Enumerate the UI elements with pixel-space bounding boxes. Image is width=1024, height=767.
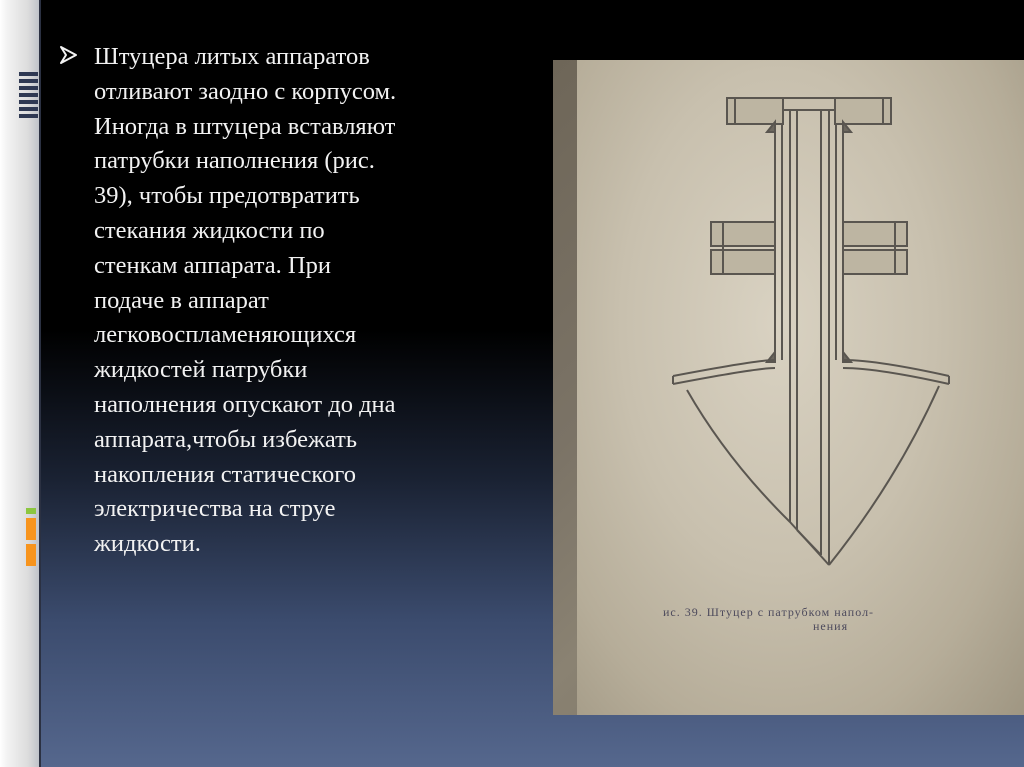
figure-photo [553,60,1024,715]
main-paragraph: Штуцера литых аппаратов отливают заодно с корпусом. Иногда в штуцера вставляют патрубки наполнения (рис. 39), чтобы предотвратить стекания жидкости по стенкам аппарата. При подаче в аппарат легковоспламеняющихся жидкостей патрубки наполнения опускают до дна аппарата,чтобы избежать накопления статического электричества на струе жидкости. [94,43,397,558]
book-page [577,60,1024,715]
accent-orange-top [26,518,36,540]
accent-green [26,508,36,514]
decorative-bar [19,114,38,118]
caption-line-2: нения [813,619,849,633]
decorative-bar [19,86,38,90]
decorative-bar [19,93,38,97]
arrow-bullet-icon [58,44,80,66]
accent-orange-bottom [26,544,36,566]
decorative-bar [19,100,38,104]
edge-divider [39,0,41,767]
decorative-bar [19,72,38,76]
decorative-bar [19,107,38,111]
decorative-bar [19,79,38,83]
figure-caption [663,605,993,633]
caption-line-1: ис. 39. Штуцер с патрубком напол- [663,605,875,619]
